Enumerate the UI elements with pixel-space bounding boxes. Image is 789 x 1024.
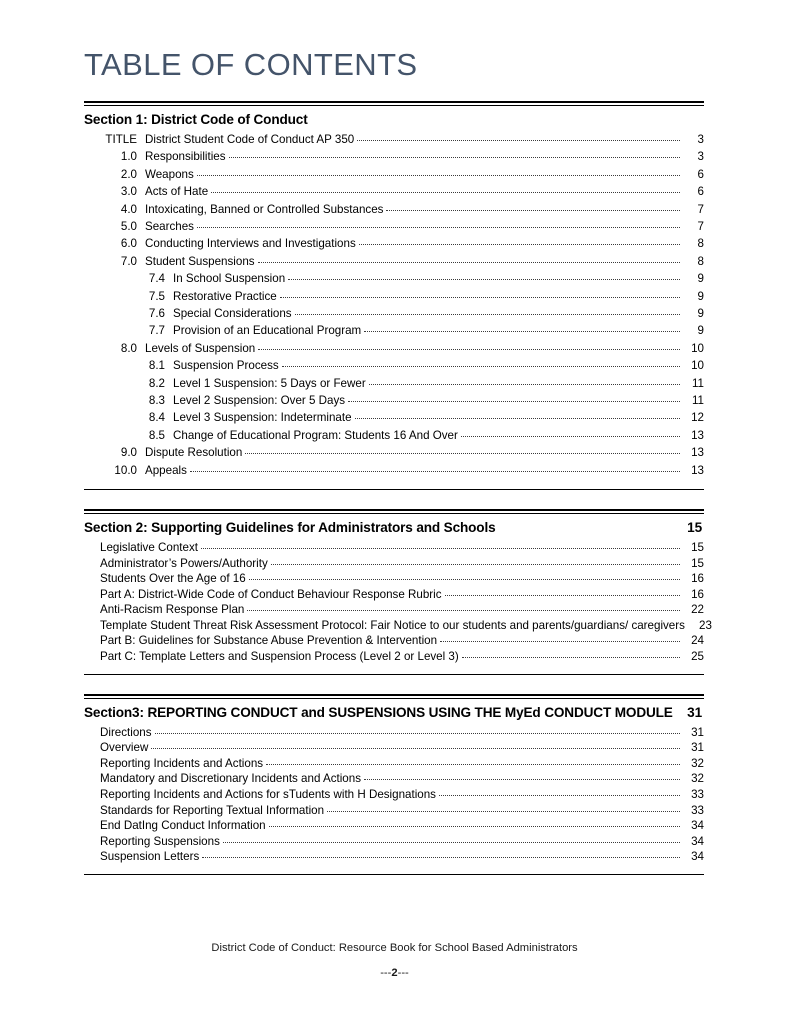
- toc-entry-page-number: 34: [691, 819, 704, 833]
- toc-entry[interactable]: [84, 773, 704, 789]
- footer-marker-prefix: ---: [380, 967, 392, 979]
- toc-leader-dots: [359, 244, 680, 245]
- toc-entry[interactable]: [84, 820, 704, 836]
- toc-entry-label: Level 3 Suspension: Indeterminate: [173, 411, 352, 425]
- toc-entry[interactable]: [84, 635, 704, 651]
- toc-entry-number: 8.4: [148, 411, 165, 425]
- toc-leader-dots: [271, 564, 680, 565]
- toc-entry-label: Intoxicating, Banned or Controlled Substances: [145, 202, 384, 216]
- toc-entry[interactable]: [84, 325, 704, 342]
- toc-entry-label: Level 1 Suspension: 5 Days or Fewer: [173, 376, 366, 390]
- toc-entry-page-number: 7: [697, 220, 704, 234]
- toc-entry[interactable]: [84, 134, 704, 151]
- toc-entry-number: 7.4: [148, 272, 165, 286]
- toc-entry-page-number: 13: [691, 446, 704, 460]
- toc-entry-number: 7.7: [148, 324, 165, 338]
- toc-leader-dots: [386, 210, 680, 211]
- toc-entry-page-number: 8: [697, 237, 704, 251]
- toc-leader-dots: [258, 349, 680, 350]
- toc-entry[interactable]: [84, 651, 704, 667]
- toc-leader-dots: [190, 471, 680, 472]
- toc-entry-page-number: 32: [691, 772, 704, 786]
- toc-entry-label: In School Suspension: [173, 272, 286, 286]
- toc-entry[interactable]: [84, 273, 704, 290]
- toc-entry-label: District Student Code of Conduct AP 350: [145, 133, 355, 147]
- toc-entry-number: 8.2: [148, 376, 165, 390]
- toc-leader-dots: [247, 610, 680, 611]
- toc-entry-label: Level 2 Suspension: Over 5 Days: [173, 393, 346, 407]
- toc-entry-label: Searches: [145, 220, 194, 234]
- toc-leader-dots: [439, 795, 680, 796]
- toc-entry[interactable]: [84, 542, 704, 558]
- toc-entry[interactable]: [84, 465, 704, 482]
- toc-entry-page-number: 22: [691, 603, 704, 617]
- toc-entry-number: 2.0: [120, 167, 137, 181]
- toc-leader-dots: [245, 453, 680, 454]
- toc-entry[interactable]: [84, 256, 704, 273]
- toc-entry-page-number: 9: [697, 272, 704, 286]
- toc-leader-dots: [266, 764, 680, 765]
- toc-entry[interactable]: [84, 221, 704, 238]
- toc-leader-dots: [461, 436, 680, 437]
- toc-leader-dots: [223, 842, 680, 843]
- toc-entry[interactable]: [84, 618, 712, 636]
- toc-entry[interactable]: [84, 727, 704, 743]
- toc-entry-label: Suspension Letters: [100, 850, 200, 864]
- section-bottom-rule: [84, 874, 704, 875]
- toc-entry-page-number: 31: [691, 741, 704, 755]
- footer-page-value: 2: [391, 967, 398, 979]
- section-heading[interactable]: [84, 699, 704, 722]
- page-title: TABLE OF CONTENTS: [84, 47, 418, 82]
- toc-entry-number: 8.1: [148, 359, 165, 373]
- toc-leader-dots: [282, 366, 680, 367]
- toc-sections: [84, 101, 712, 875]
- toc-leader-dots: [369, 384, 680, 385]
- section-bottom-rule: [84, 674, 704, 675]
- toc-entry-number: 9.0: [120, 446, 137, 460]
- toc-entry-label: Administrator’s Powers/Authority: [100, 556, 268, 570]
- toc-entry[interactable]: [84, 378, 704, 395]
- toc-entry-number: 8.5: [148, 428, 165, 442]
- section-entry-list: [84, 722, 704, 867]
- toc-entry[interactable]: [84, 430, 704, 447]
- section-heading-title: Section 1: District Code of Conduct: [84, 112, 308, 128]
- toc-entry-page-number: 6: [697, 185, 704, 199]
- toc-leader-dots: [348, 401, 680, 402]
- toc-entry-label: Change of Educational Program: Students 16 And Over: [173, 428, 458, 442]
- toc-leader-dots: [288, 279, 680, 280]
- toc-entry[interactable]: [84, 558, 704, 574]
- toc-entry-number: 7.0: [120, 254, 137, 268]
- toc-entry-number: 8.3: [148, 393, 165, 407]
- toc-entry[interactable]: [84, 805, 704, 821]
- toc-entry[interactable]: [84, 151, 704, 168]
- toc-entry-label: Suspension Process: [173, 359, 279, 373]
- toc-entry-number: 6.0: [120, 237, 137, 251]
- toc-entry-number: 4.0: [120, 202, 137, 216]
- toc-entry-page-number: 13: [691, 463, 704, 477]
- toc-entry-page-number: 16: [691, 572, 704, 586]
- toc-leader-dots: [155, 733, 680, 734]
- toc-entry-label: Provision of an Educational Program: [173, 324, 362, 338]
- toc-entry-label: Anti-Racism Response Plan: [100, 603, 245, 617]
- toc-entry-number: 5.0: [120, 220, 137, 234]
- toc-leader-dots: [249, 579, 680, 580]
- section-entry-list: [84, 537, 712, 667]
- footer-marker-suffix: ---: [397, 967, 409, 979]
- toc-entry[interactable]: [84, 343, 704, 360]
- toc-entry-number: 7.6: [148, 307, 165, 320]
- toc-entry-label: Special Considerations: [173, 307, 292, 320]
- toc-leader-dots: [295, 314, 680, 315]
- section-entry-list: [84, 129, 704, 482]
- toc-leader-dots: [201, 548, 680, 549]
- toc-entry[interactable]: [84, 604, 704, 620]
- toc-entry-page-number: 16: [691, 587, 704, 601]
- section-heading-title: Section3: REPORTING CONDUCT and SUSPENSIONS USING THE MyEd CONDUCT MODULE: [84, 704, 673, 720]
- toc-leader-dots: [197, 227, 680, 228]
- toc-entry-page-number: 12: [691, 411, 704, 425]
- toc-leader-dots: [211, 192, 680, 193]
- toc-entry-label: Restorative Practice: [173, 289, 277, 303]
- toc-entry-page-number: 33: [691, 788, 704, 802]
- toc-leader-dots: [151, 748, 680, 749]
- toc-leader-dots: [462, 657, 680, 658]
- toc-entry-label: Part B: Guidelines for Substance Abuse Prevention & Intervention: [100, 634, 438, 648]
- section-heading-page-number: 15: [687, 519, 702, 535]
- toc-leader-dots: [440, 641, 680, 642]
- toc-entry-label: Levels of Suspension: [145, 341, 256, 355]
- section-heading[interactable]: [84, 106, 704, 129]
- toc-entry-label: Acts of Hate: [145, 185, 209, 199]
- toc-leader-dots: [269, 826, 680, 827]
- section-heading[interactable]: [84, 514, 704, 537]
- toc-entry-number: 8.0: [120, 341, 137, 355]
- toc-entry-page-number: 25: [691, 650, 704, 664]
- toc-entry-page-number: 6: [697, 167, 704, 181]
- footer-note: District Code of Conduct: Resource Book for School Based Administrators: [211, 942, 578, 954]
- toc-entry-label: Appeals: [145, 463, 187, 477]
- toc-entry-label: Students Over the Age of 16: [100, 572, 246, 586]
- toc-leader-dots: [197, 175, 680, 176]
- toc-leader-dots: [357, 140, 680, 141]
- toc-entry-page-number: 31: [691, 725, 704, 739]
- toc-entry[interactable]: [84, 573, 704, 589]
- toc-leader-dots: [202, 857, 680, 858]
- section-bottom-rule: [84, 489, 704, 490]
- toc-entry-label: Overview: [100, 741, 149, 755]
- toc-content: [84, 0, 712, 875]
- toc-leader-dots: [258, 262, 680, 263]
- toc-entry[interactable]: [84, 742, 704, 758]
- toc-entry-page-number: 10: [691, 359, 704, 373]
- toc-section: [84, 101, 704, 490]
- toc-entry-number: 3.0: [120, 185, 137, 199]
- toc-entry-number: 7.5: [148, 289, 165, 303]
- toc-entry-page-number: 32: [691, 756, 704, 770]
- toc-entry[interactable]: [84, 204, 704, 221]
- toc-entry[interactable]: [84, 789, 704, 805]
- toc-entry-page-number: 3: [697, 133, 704, 147]
- toc-leader-dots: [364, 331, 680, 332]
- toc-entry-label: Directions: [100, 725, 152, 739]
- toc-entry-label: Standards for Reporting Textual Information: [100, 803, 325, 817]
- toc-entry-number: 10.0: [114, 463, 137, 477]
- toc-leader-dots: [445, 595, 680, 596]
- toc-entry-label: End DatIng Conduct Information: [100, 819, 266, 833]
- toc-entry[interactable]: [84, 412, 704, 429]
- toc-entry-page-number: 24: [691, 634, 704, 648]
- toc-entry-label: Responsibilities: [145, 150, 226, 164]
- toc-entry[interactable]: [84, 836, 704, 852]
- toc-entry-page-number: 34: [691, 850, 704, 864]
- toc-section: [84, 509, 712, 675]
- section-heading-title: Section 2: Supporting Guidelines for Administrators and Schools: [84, 519, 496, 535]
- toc-entry-number: 1.0: [120, 150, 137, 164]
- toc-entry-label: Legislative Context: [100, 540, 198, 554]
- toc-entry-page-number: 7: [697, 202, 704, 216]
- toc-leader-dots: [327, 811, 680, 812]
- toc-entry-label: Weapons: [145, 167, 194, 181]
- toc-entry[interactable]: [84, 447, 704, 464]
- toc-entry-number: TITLE: [105, 133, 137, 147]
- toc-leader-dots: [229, 157, 680, 158]
- toc-entry[interactable]: [84, 291, 704, 308]
- toc-entry-page-number: 9: [697, 307, 704, 320]
- toc-entry-label: Reporting Suspensions: [100, 834, 220, 848]
- toc-entry[interactable]: [84, 308, 704, 325]
- toc-entry-page-number: 8: [697, 254, 704, 268]
- toc-entry[interactable]: [84, 186, 704, 203]
- toc-entry-label: Dispute Resolution: [145, 446, 243, 460]
- toc-leader-dots: [355, 418, 680, 419]
- toc-entry-page-number: 11: [691, 376, 704, 390]
- toc-entry[interactable]: [84, 589, 704, 605]
- toc-entry-page-number: 9: [697, 324, 704, 338]
- toc-entry-page-number: 15: [691, 556, 704, 570]
- toc-entry-label: Conducting Interviews and Investigations: [145, 237, 356, 251]
- toc-entry[interactable]: [84, 851, 704, 867]
- toc-entry-page-number: 33: [691, 803, 704, 817]
- section-heading-page-number: 31: [687, 704, 702, 720]
- footer-page-number: [0, 967, 789, 979]
- toc-entry-page-number: 9: [697, 289, 704, 303]
- toc-entry[interactable]: [84, 169, 704, 186]
- toc-entry-page-number: 23: [699, 618, 712, 632]
- toc-entry[interactable]: [84, 395, 704, 412]
- toc-entry[interactable]: [84, 758, 704, 774]
- toc-entry-label: Student Suspensions: [145, 254, 255, 268]
- toc-leader-dots: [364, 779, 680, 780]
- toc-entry-label: Mandatory and Discretionary Incidents and Actions: [100, 772, 362, 786]
- toc-entry-label: Reporting Incidents and Actions: [100, 756, 264, 770]
- toc-entry[interactable]: [84, 238, 704, 255]
- toc-entry-page-number: 10: [691, 341, 704, 355]
- toc-entry-label: Part C: Template Letters and Suspension Process (Level 2 or Level 3): [100, 650, 459, 664]
- page-footer: [0, 942, 789, 979]
- toc-entry-page-number: 3: [697, 150, 704, 164]
- toc-entry-label: Part A: District-Wide Code of Conduct Behaviour Response Rubric: [100, 587, 442, 601]
- toc-entry-page-number: 13: [691, 428, 704, 442]
- toc-entry-page-number: 11: [691, 393, 704, 407]
- toc-entry-page-number: 15: [691, 540, 704, 554]
- toc-leader-dots: [280, 297, 680, 298]
- toc-entry-page-number: 34: [691, 834, 704, 848]
- toc-entry-label: Reporting Incidents and Actions for sTudents with H Designations: [100, 788, 436, 802]
- toc-entry[interactable]: [84, 360, 704, 377]
- toc-entry-label: Template Student Threat Risk Assessment Protocol: Fair Notice to our students and parents/guardians/ caregivers: [100, 618, 685, 632]
- toc-section: [84, 694, 704, 875]
